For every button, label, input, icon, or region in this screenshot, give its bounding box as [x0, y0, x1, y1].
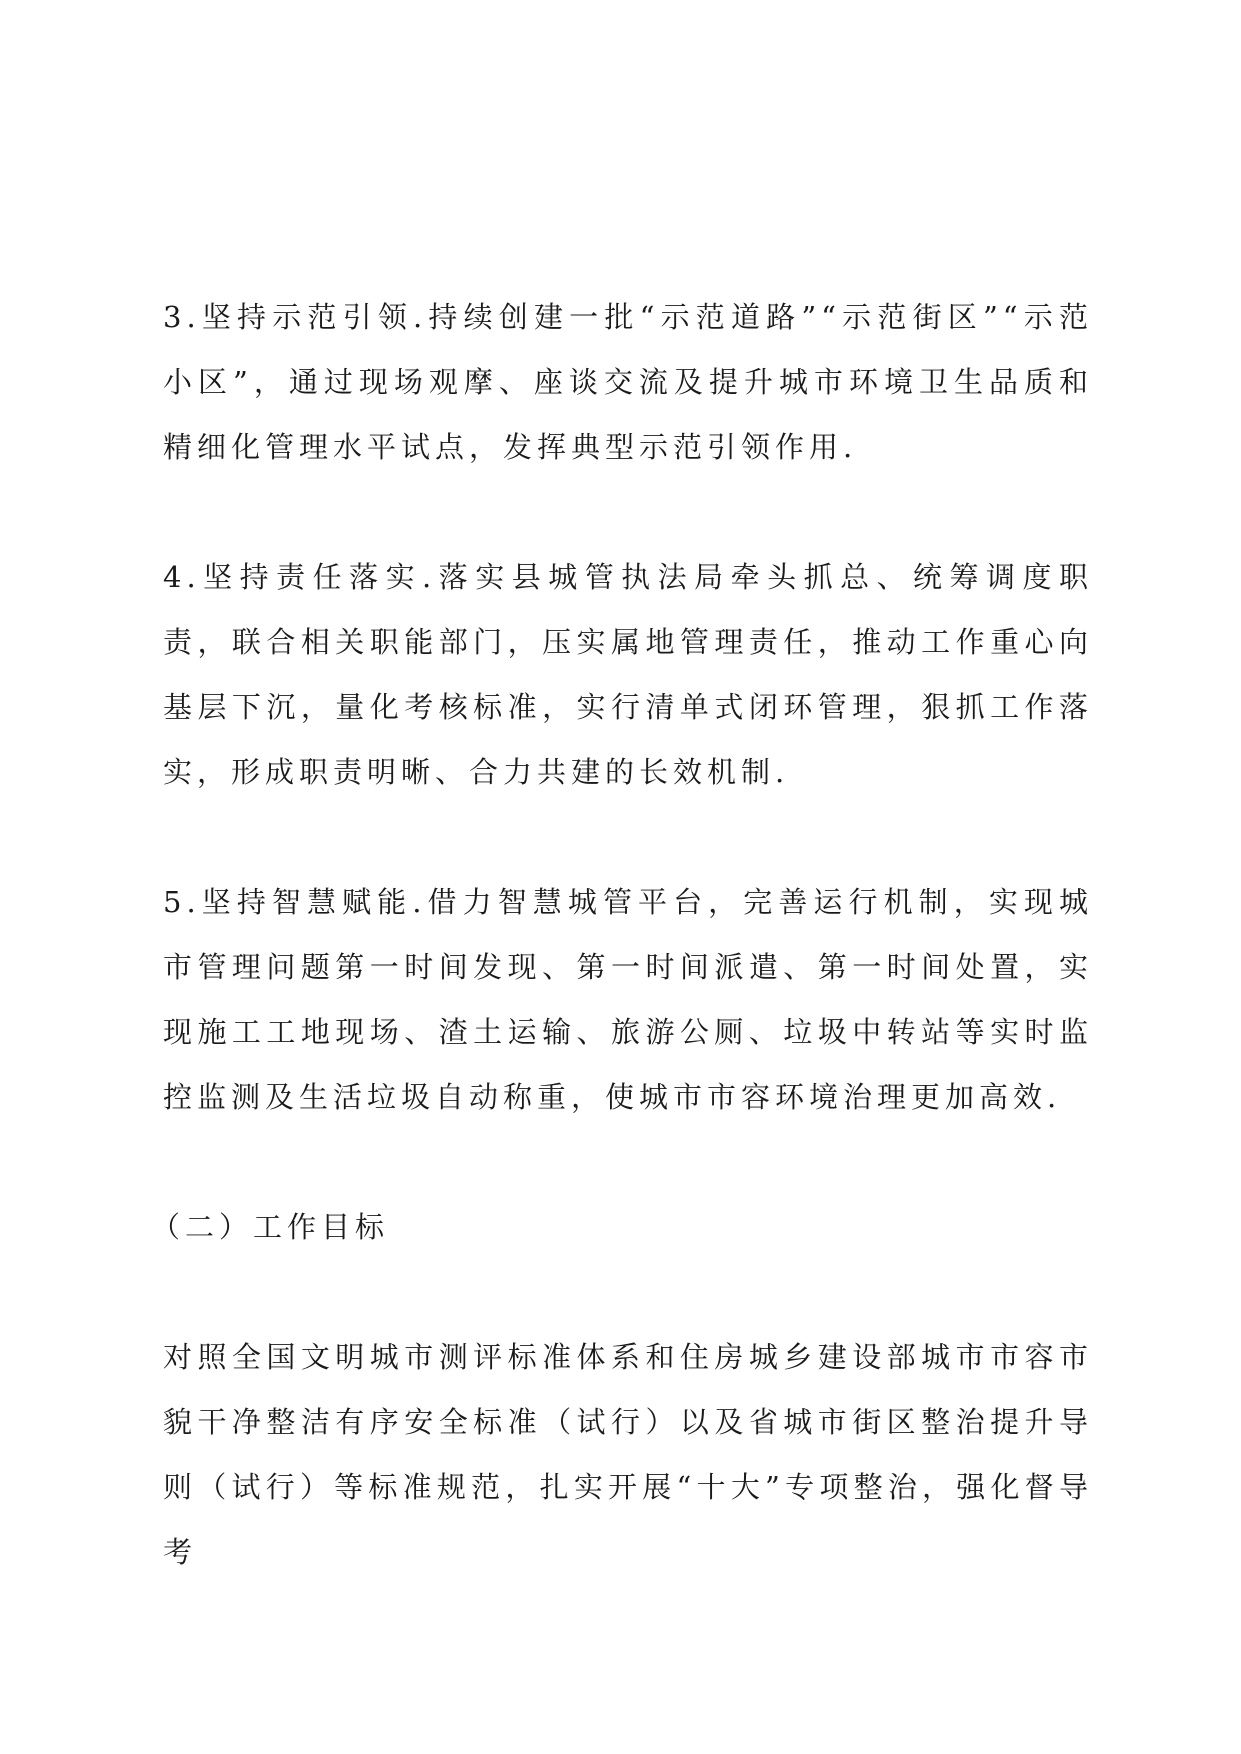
paragraph-demonstration-leading: 3.坚持示范引领.持续创建一批“示范道路”“示范街区”“示范小区”，通过现场观摩、座谈交流及提升城市环境卫生品质和精细化管理水平试点，发挥典型示范引领作用.: [163, 300, 1093, 464]
section-heading-work-goals: （二）工作目标: [151, 1210, 390, 1244]
paragraph-work-goals-body: 对照全国文明城市测评标准体系和住房城乡建设部城市市容市貌干净整洁有序安全标准（试行）以及省城市街区整治提升导则（试行）等标准规范，扎实开展“十大”专项整治，强化督导考: [163, 1340, 1093, 1569]
paragraph-responsibility-implementation: 4.坚持责任落实.落实县城管执法局牵头抓总、统筹调度职责，联合相关职能部门，压实属地管理责任，推动工作重心向基层下沉，量化考核标准，实行清单式闭环管理，狠抓工作落实，形成职责明晰、合力共建的长效机制.: [163, 560, 1093, 789]
paragraph-smart-empowerment: 5.坚持智慧赋能.借力智慧城管平台，完善运行机制，实现城市管理问题第一时间发现、第一时间派遣、第一时间处置，实现施工工地现场、渣土运输、旅游公厕、垃圾中转站等实时监控监测及生活垃圾自动称重，使城市市容环境治理更加高效.: [163, 885, 1093, 1114]
document-body: [151, 285, 1093, 1585]
